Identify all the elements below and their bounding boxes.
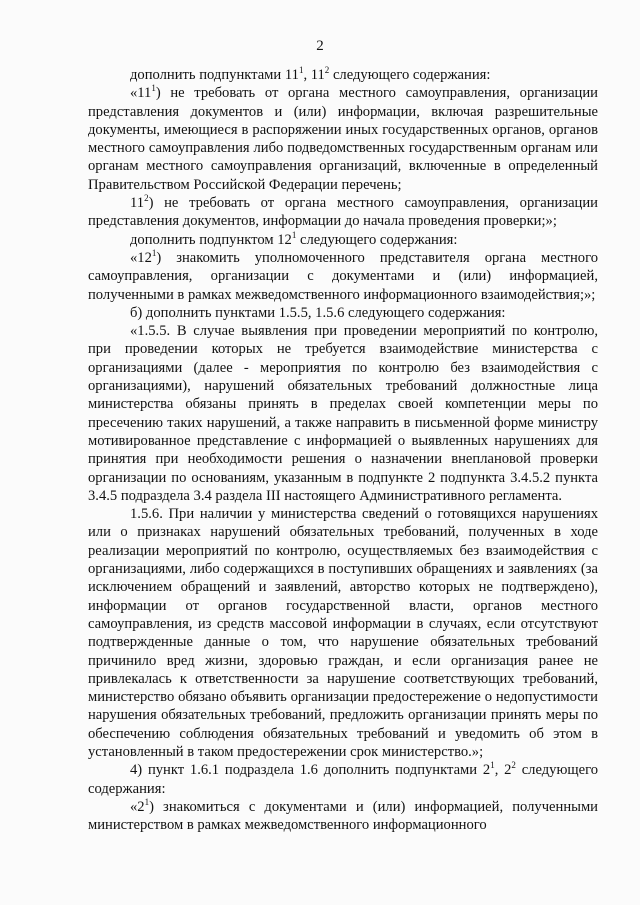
- text-run: следующего содержания:: [296, 231, 458, 248]
- text-run: ) не требовать от органа местного самоуправления, организации представления документов и (или) информации, включая разрешительные документы, имеющиеся в распоряжении иных государственных органов, органов местного самоуправления либо подведомственных государственным органам или органам местного самоуправления организаций, включенные в определенный Правительством Российской Федерации перечень;: [88, 85, 598, 193]
- text-run: «11: [130, 85, 152, 102]
- paragraph-p08: [88, 505, 598, 761]
- superscript: 1: [298, 65, 304, 76]
- text-run: следующего содержания:: [329, 67, 491, 83]
- text-run: «2: [130, 798, 145, 815]
- page-number: 2: [316, 38, 324, 54]
- paragraph-p03: [88, 194, 598, 231]
- paragraph-p10: [88, 798, 598, 835]
- superscript: 1: [144, 797, 150, 808]
- text-run: 1.5.6. При наличии у министерства сведений о готовящихся нарушениях или о признаках нарушений обязательных требований, полученных в ходе реализации мероприятий по контролю, осуществляемых без взаимодействия с организациями, либо содержащихся в поступивших обращениях и заявлениях (за исключением обращений и заявлений, авторство которых не подтверждено), информации от органов государственной власти, органов местного самоуправления, из средств массовой информации в случаях, если отсутствуют подтвержденные данные о том, что нарушение обязательных требований причинило вред жизни, здоровью граждан, и если организация ранее не привлекалась к ответственности за нарушение соответствующих требований, министерство обязано объявить организации предостережение о недопустимости нарушения обязательных требований, предложить организации принять меры по обеспечению соблюдения обязательных требований и уведомить об этом в установленный в таком предостережении срок министерство.»;: [88, 506, 598, 760]
- superscript: 1: [151, 83, 156, 94]
- superscript: 1: [151, 248, 157, 259]
- text-run: дополнить подпунктом 12: [130, 231, 292, 248]
- paragraph-p07: [88, 322, 598, 505]
- text-run: 11: [130, 195, 145, 212]
- superscript: 2: [324, 65, 330, 76]
- text-run: ) знакомить уполномоченного представителя органа местного самоуправления, организации с документами и (или) информацией, полученными в рамках межведомственного информационного взаимодействия;»;: [88, 249, 598, 303]
- document-body: [88, 66, 598, 834]
- text-run: «1.5.5. В случае выявления при проведении мероприятий по контролю, при проведении которых не требуется взаимодействие министерства с организациями (далее - мероприятия по контролю без взаимодействия с организациями), нарушений обязательных требований должностные лица министерства обязаны принять в пределах своей компетенции меры по пресечению таких нарушений, а также направить в письменной форме министру мотивированное представление с информацией о выявленных нарушениях для принятия при необходимости решения о назначении внеплановой проверки организации по основаниям, указанным в подпункте 2 подпункта 3.4.5.2 пункта 3.4.5 подраздела 3.4 раздела III настоящего Административного регламента.: [88, 323, 598, 504]
- text-run: следующего содержания:: [88, 762, 599, 797]
- text-run: дополнить подпунктами 11: [130, 67, 299, 83]
- paragraph-p09: [88, 761, 598, 798]
- paragraph-p05: [88, 249, 598, 304]
- text-run: , 2: [494, 762, 512, 779]
- text-run: б) дополнить пунктами 1.5.5, 1.5.6 следующего содержания:: [130, 304, 506, 321]
- paragraph-p01: [88, 66, 598, 84]
- paragraph-p02: [88, 84, 598, 194]
- text-run: ) не требовать от органа местного самоуправления, организации представления документов, информации до начала проведения проверки;»;: [88, 195, 598, 230]
- text-run: «12: [130, 249, 152, 266]
- paragraph-p06: [88, 304, 598, 322]
- text-run: , 11: [303, 67, 325, 83]
- superscript: 2: [511, 760, 516, 771]
- superscript: 2: [144, 193, 149, 204]
- text-run: 4) пункт 1.6.1 подраздела 1.6 дополнить подпунктами 2: [130, 762, 491, 779]
- superscript: 1: [490, 760, 495, 771]
- superscript: 1: [291, 229, 297, 240]
- paragraph-p04: [88, 231, 598, 249]
- text-run: ) знакомиться с документами и (или) информацией, полученными министерством в рамках межведомственного информационного: [88, 798, 598, 834]
